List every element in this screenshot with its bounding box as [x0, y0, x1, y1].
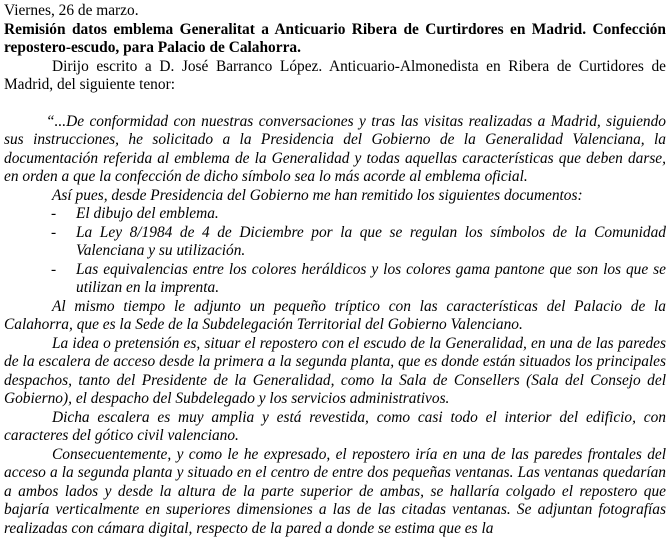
quote-paragraph-5: Dicha escalera es muy amplia y está revestida, como casi todo el interior del edificio, con caracteres del gótico civil valenciano. [4, 408, 666, 444]
list-item-text: El dibujo del emblema. [76, 205, 219, 222]
list-item [4, 261, 666, 298]
quote-paragraph-1: “...De conformidad con nuestras conversaciones y tras las visitas realizadas a Madrid, siguiendo sus instrucciones, he solicitado a la Presidencia del Gobierno de la Generalidad Valenciana, la documentación referida al emblema de la Generalidad y todas aquellas características que deben darse, en orden a que la confección de dicho símbolo sea lo más acorde al emblema oficial. [4, 112, 666, 185]
document-list [4, 205, 666, 298]
entry-title: Remisión datos emblema Generalitat a Anticuario Ribera de Curtirdores en Madrid. Confección repostero-escudo, para Palacio de Calahorra. [4, 20, 666, 56]
list-bullet: - [51, 223, 57, 241]
entry-date: Viernes, 26 de marzo. [4, 2, 139, 19]
list-item-text: La Ley 8/1984 de 4 de Diciembre por la que se regulan los símbolos de la Comunidad Valenciana y su utilización. [76, 223, 666, 259]
intro-paragraph: Dirijo escrito a D. José Barranco López. Anticuario-Almonedista en Ribera de Curtidores de Madrid, del siguiente tenor: [4, 57, 666, 93]
list-item [4, 224, 666, 261]
list-item [4, 205, 666, 224]
document-page [4, 2, 666, 538]
quote-paragraph-3: Al mismo tiempo le adjunto un pequeño tríptico con las características del Palacio de la Calahorra, que es la Sede de la Subdelegación Territorial del Gobierno Valenciano. [4, 297, 666, 333]
paragraph-gap [4, 95, 666, 113]
list-item-text: Las equivalencias entre los colores heráldicos y los colores gama pantone que son los que se utilizan en la imprenta. [76, 260, 666, 296]
list-bullet: - [51, 260, 57, 278]
quote-paragraph-6: Consecuentemente, y como le he expresado, el repostero iría en una de las paredes frontales del acceso a la segunda planta y situado en el centro de entre dos pequeñas ventanas. Las ventanas quedarían a ambos lados y desde la altura de la parte superior de ambas, se hallaría colgado el repostero que bajaría verticalmente en superiores dimensiones a las de las citadas ventanas. Se adjuntan fotografías realizadas con cámara digital, respecto de la pared a donde se estima que es la [4, 445, 666, 537]
list-bullet: - [51, 205, 57, 222]
quote-paragraph-2: Así pues, desde Presidencia del Gobierno me han remitido los siguientes documentos: [52, 186, 583, 204]
quote-paragraph-4: La idea o pretensión es, situar el repostero con el escudo de la Generalidad, en una de las paredes de la escalera de acceso desde la primera a la segunda planta, que es donde están situados los principales despachos, tanto del Presidente de la Generalidad, como la Sala de Consellers (Sala del Consejo del Gobierno), el despacho del Subdelegado y los servicios administrativos. [4, 334, 666, 407]
